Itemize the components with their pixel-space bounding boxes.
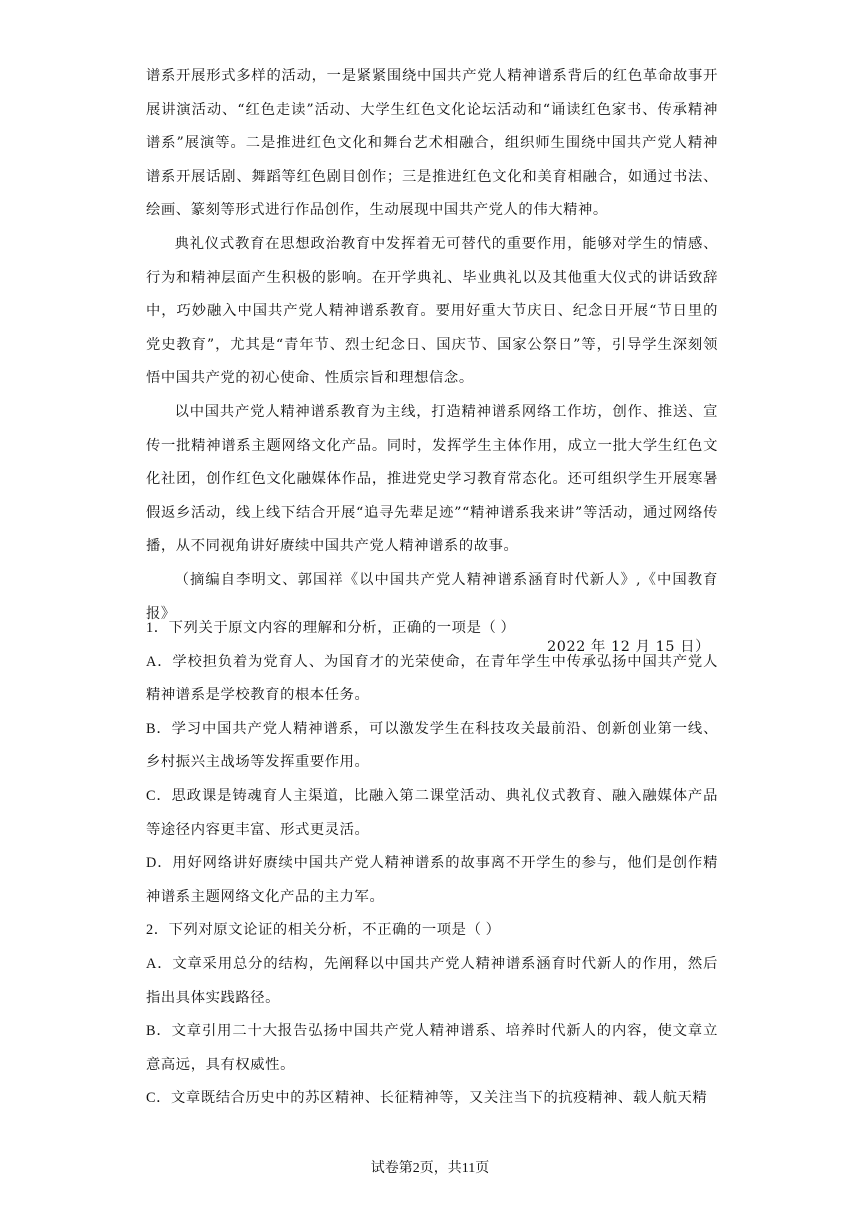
- option-a: A．学校担负着为党育人、为国育才的光荣使命，在青年学生中传承弘扬中国共产党人精神谱系是学校教育的根本任务。: [146, 653, 718, 704]
- option-b: B．学习中国共产党人精神谱系，可以激发学生在科技攻关最前沿、创新创业第一线、乡村振兴主战场等发挥重要作用。: [146, 720, 718, 771]
- source-citation: （摘编自李明文、郭国祥《以中国共产党人精神谱系涵育时代新人》,《中国教育报》: [146, 571, 718, 622]
- reading-passage: [146, 60, 718, 665]
- passage-paragraph: 典礼仪式教育在思想政治教育中发挥着无可替代的重要作用，能够对学生的情感、行为和精神层面产生积极的影响。在开学典礼、毕业典礼以及其他重大仪式的讲话致辞中，巧妙融入中国共产党人精神谱系教育。要用好重大节庆日、纪念日开展“节日里的党史教育”，尤其是“青年节、烈士纪念日、国庆节、国家公祭日”等，引导学生深刻领悟中国共产党的初心使命、性质宗旨和理想信念。: [146, 235, 718, 387]
- page-footer: 试卷第2页，共11页: [370, 1161, 490, 1176]
- passage-paragraph: 以中国共产党人精神谱系教育为主线，打造精神谱系网络工作坊，创作、推送、宣传一批精神谱系主题网络文化产品。同时，发挥学生主体作用，成立一批大学生红色文化社团，创作红色文化融媒体作品，推进党史学习教育常态化。还可组织学生开展寒暑假返乡活动，线上线下结合开展“追寻先辈足迹”“精神谱系我来讲”等活动，通过网络传播，从不同视角讲好赓续中国共产党人精神谱系的故事。: [146, 403, 718, 555]
- question-1: [146, 612, 718, 914]
- option-b: B．文章引用二十大报告弘扬中国共产党人精神谱系、培养时代新人的内容，使文章立意高远，具有权威性。: [146, 1023, 718, 1073]
- source-date: 2022 年 12 月 15 日）: [547, 639, 710, 656]
- option-a: A．文章采用总分的结构，先阐释以中国共产党人精神谱系涵育时代新人的作用，然后指出具体实践路径。: [146, 955, 718, 1006]
- option-c: C．思政课是铸魂育人主渠道，比融入第二课堂活动、典礼仪式教育、融入融媒体产品等途径内容更丰富、形式更灵活。: [146, 787, 718, 838]
- question-stem: 2．下列对原文论证的相关分析，不正确的一项是（ ）: [146, 922, 501, 939]
- option-d: D．用好网络讲好赓续中国共产党人精神谱系的故事离不开学生的参与，他们是创作精神谱系主题网络文化产品的主力军。: [146, 855, 718, 905]
- question-stem: 1．下列关于原文内容的理解和分析，正确的一项是（ ）: [146, 620, 516, 636]
- option-c: C．文章既结合历史中的苏区精神、长征精神等，又关注当下的抗疫精神、载人航天精: [146, 1090, 708, 1107]
- question-section: [146, 612, 718, 1116]
- passage-paragraph: 谱系开展形式多样的活动，一是紧紧围绕中国共产党人精神谱系背后的红色革命故事开展讲演活动、“红色走读”活动、大学生红色文化论坛活动和“诵读红色家书、传承精神谱系”展演等。二是推进红色文化和舞台艺术相融合，组织师生围绕中国共产党人精神谱系开展话剧、舞蹈等红色剧目创作；三是推进红色文化和美育相融合，如通过书法、绘画、篆刻等形式进行作品创作，生动展现中国共产党人的伟大精神。: [146, 68, 718, 219]
- question-2: [146, 914, 718, 1116]
